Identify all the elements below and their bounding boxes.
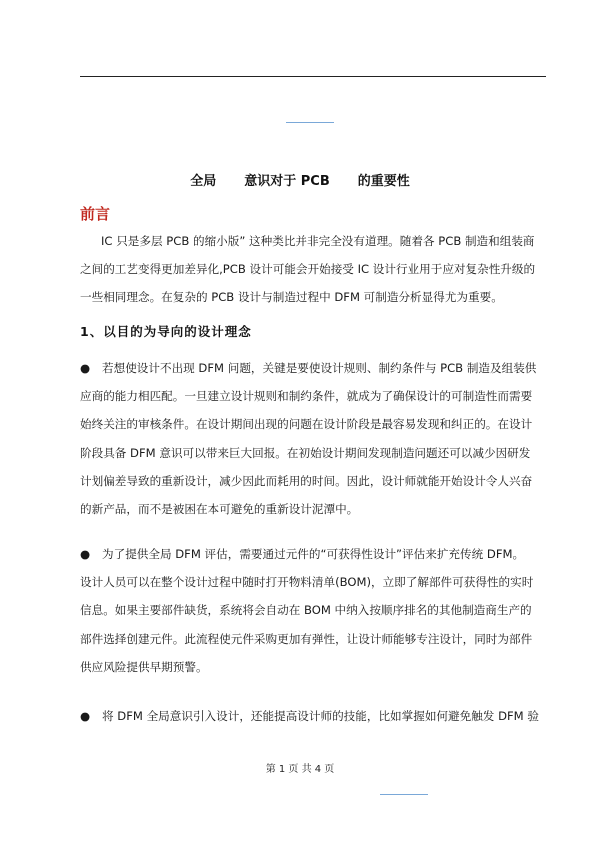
top-blue-mark (286, 122, 334, 123)
bullet-line: 设计人员可以在整个设计过程中随时打开物料清单(BOM)，立即了解部件可获得性的实时 (80, 575, 534, 590)
bullet-first-line (80, 354, 550, 382)
bullet-paragraph-1 (80, 354, 550, 523)
bullet-text: 将 DFM 全局意识引入设计，还能提高设计师的技能，比如掌握如何避免触发 DFM 验 (102, 709, 539, 723)
intro-line: 一些相同理念。在复杂的 PCB 设计与制造过程中 DFM 可制造分析显得尤为重要。 (80, 290, 503, 305)
bullet-first-line (80, 702, 550, 730)
bullet-line: 计划偏差导致的重新设计，减少因此而耗用的时间。因此，设计师就能开始设计令人兴奋 (80, 473, 533, 488)
bullet-line: 部件选择创建元件。此流程使元件采购更加有弹性，让设计师能够专注设计，同时为部件 (80, 631, 533, 646)
bullet-line: 阶段具备 DFM 意识可以带来巨大回报。在初始设计期间发现制造问题还可以减少因研发 (80, 445, 531, 460)
intro-line: IC 只是多层 PCB 的缩小版” 这种类比并非完全没有道理。随着各 PCB 制造和组装商 (101, 234, 535, 248)
title-part-2: 意识对于 PCB (244, 174, 330, 189)
header-rule (80, 76, 546, 77)
bullet-icon: ● (80, 547, 91, 561)
page-footer: 第 1 页 共 4 页 (265, 764, 335, 775)
bullet-line: 的新产品，而不是被困在本可避免的重新设计泥潭中。 (80, 501, 359, 516)
bullet-line: 供应风险提供早期预警。 (80, 659, 208, 674)
bullet-text: 若想使设计不出现 DFM 问题，关键是要使设计规则、制约条件与 PCB 制造及组装供 (102, 361, 537, 375)
document-title (0, 170, 600, 189)
intro-line: 之间的工艺变得更加差异化,PCB 设计可能会开始接受 IC 设计行业用于应对复杂性升级的 (80, 262, 536, 277)
bullet-line: 信息。如果主要部件缺货，系统将会自动在 BOM 中纳入按顺序排名的其他制造商生产的 (80, 603, 532, 618)
bullet-line: 始终关注的审核条件。在设计期间出现的问题在设计阶段是最容易发现和纠正的。在设计 (80, 417, 533, 432)
preface-heading: 前言 (80, 205, 111, 223)
bottom-blue-mark (380, 794, 428, 795)
bullet-text: 为了提供全局 DFM 评估，需要通过元件的“可获得性设计”评估来扩充传统 DFM。 (102, 547, 525, 561)
bullet-first-line (80, 540, 550, 568)
intro-paragraph (80, 227, 550, 312)
title-part-3: 的重要性 (357, 174, 410, 189)
section-heading: 1、以目的为导向的设计理念 (80, 324, 252, 339)
title-part-1: 全局 (190, 174, 217, 189)
bullet-icon: ● (80, 361, 91, 375)
bullet-line: 应商的能力相匹配。一旦建立设计规则和制约条件，就成为了确保设计的可制造性而需要 (80, 389, 533, 404)
bullet-icon: ● (80, 709, 91, 723)
bullet-paragraph-3 (80, 702, 550, 730)
bullet-paragraph-2 (80, 540, 550, 681)
